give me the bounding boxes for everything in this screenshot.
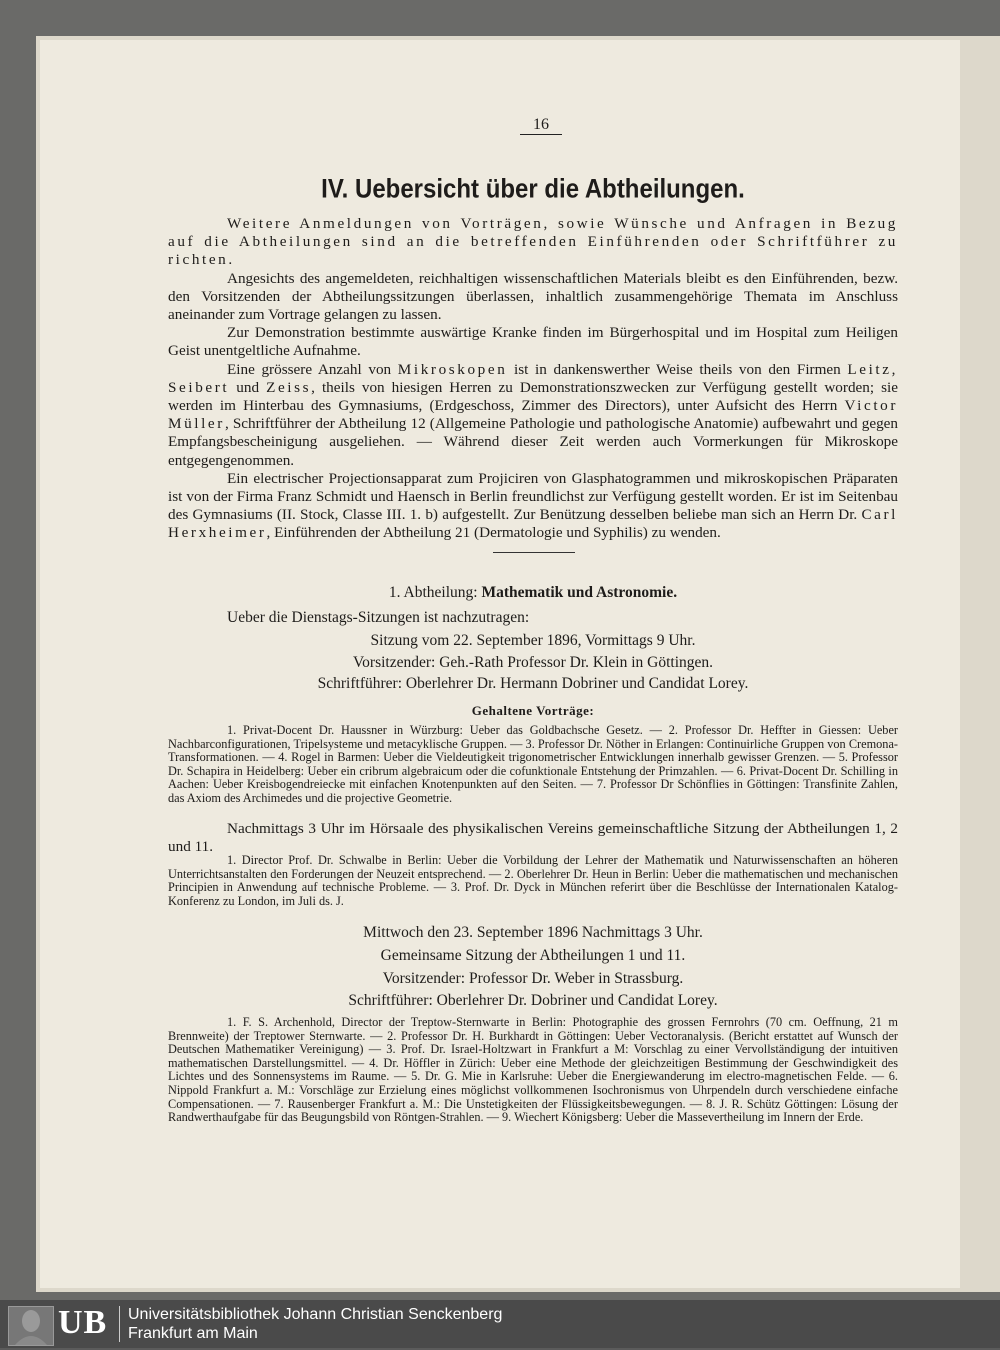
text-span: und xyxy=(229,378,267,396)
text-span: ist in dankenswerther Weise theils von den Firmen xyxy=(507,360,848,378)
spaced-name: Leitz, Seibert xyxy=(168,360,898,396)
intro-paragraph-4 xyxy=(168,361,898,470)
logo-divider xyxy=(119,1306,120,1342)
spaced-name: Mikroskopen xyxy=(397,360,508,378)
page-number: 16 xyxy=(520,116,562,135)
text-span: , theils von hiesigen Herren zu Demonstrationszwecken zur Verfügung gestellt worden; sie werden im Hinterbau des Gymnasiums, (Erdgeschoss, Zimmer des Directors), unter Aufsicht des Herrn xyxy=(168,378,898,415)
text-span: Eine grössere Anzahl von xyxy=(227,360,398,378)
talks-list-3: 1. F. S. Archenhold, Director der Treptow-Sternwarte in Berlin: Photographie des grossen Fernrohrs (70 cm. Oeffnung, 21 m Brennweite) der Treptower Sternwarte. — 2. Professor Dr. H. Burkhardt in Göttingen: Ueber Vectoranalysis. (Bericht erstattet auf Wunsch der Deutschen Mathematiker Vereinigung) — 3. Prof. Dr. Israel-Holtzwart in Frankfurt a M: Vorschlag zu einer Vervollständigung der intuitiven mathematischen Darstellungsmittel. — 4. Dr. Höffler in Zürich: Ueber eine Methode der gleichzeitigen Bestimmung der Geschwindigkeit des Lichtes und des Sonnensystems im Raume. — 5. Dr. G. Mie in Karlsruhe: Ueber die Energiewanderung im electro-magnetischen Felde. — 6. Nippold Frankfurt a. M.: Vorschläge zur Erzielung eines möglichst vollkommenen Isochronismus von Uhrpendeln durch verschiedene einfache Compensationen. — 7. Rausenberger Frankfurt a. M.: Die Unstetigkeiten der Flüssigkeitsbewegungen. — 8. J. R. Schütz Göttingen: Lösung der Randwerthaufgabe für das Beugungsbild von Röntgen-Strahlen. — 9. Wiechert Königsberg: Ueber die Massevertheilung im Innern der Erde. xyxy=(168,1015,898,1125)
intro-paragraph-2: Angesichts des angemeldeten, reichhaltigen wissenschaftlichen Materials bleibt es den Einführenden, bezw. den Vorsitzenden der Abtheilungssitzungen überlassen, inhaltlich zusammengehörige Themata im Anschluss aneinander zum Vortrage gelangen zu lassen. xyxy=(168,269,898,324)
session-line: Sitzung vom 22. September 1896, Vormittags 9 Uhr. xyxy=(370,632,696,649)
library-name xyxy=(128,1305,502,1343)
secretary-line: Schriftführer: Oberlehrer Dr. Hermann Dobriner und Candidat Lorey. xyxy=(317,675,749,692)
library-name-line-1: Universitätsbibliothek Johann Christian Senckenberg xyxy=(128,1306,503,1323)
library-name-line-2: Frankfurt am Main xyxy=(128,1325,258,1342)
section-title-bold: Mathematik und Astronomie. xyxy=(481,584,678,601)
afternoon-session: Nachmittags 3 Uhr im Hörsaale des physikalischen Vereins gemeinschaftliche Sitzung der Abtheilungen 1, 2 und 11. xyxy=(168,820,898,856)
session-line-2: Mittwoch den 23. September 1896 Nachmittags 3 Uhr. xyxy=(363,924,703,941)
talks-list-1: 1. Privat-Docent Dr. Haussner in Würzburg: Ueber das Goldbachsche Gesetz. — 2. Professor Dr. Heffter in Giessen: Ueber Nachbarconfigurationen, Tripelsysteme und metacyklische Gruppen. — 3. Professor Dr. Nöther in Erlangen: Continuirliche Gruppen von Cremona-Transformationen. — 4. Rogel in Barmen: Ueber die Vieldeutigkeit trigonometrischer Entwicklungen innerhalb gewisser Grenzen. — 5. Professor Dr. Schapira in Heidelberg: Ueber ein cribrum algebraicum oder die cofunktionale Entstehung der Primzahlen. — 6. Privat-Docent Dr. Schilling in Aachen: Ueber Kreisbogendreiecke mit einfachen Knotenpunkten auf den Seiten. — 7. Professor Dr Schönflies in Göttingen: Transfinite Zahlen, das Axiom des Archimedes und die projective Geometrie. xyxy=(168,723,898,805)
joint-session-line: Gemeinsame Sitzung der Abtheilungen 1 und 11. xyxy=(380,947,686,964)
intro-section xyxy=(168,215,898,543)
library-logo: UB xyxy=(58,1304,108,1341)
founder-portrait-icon xyxy=(8,1306,54,1346)
secretary-line-2: Schriftführer: Oberlehrer Dr. Dobriner und Candidat Lorey. xyxy=(348,992,718,1009)
spaced-name: Carl Herxheimer xyxy=(168,506,898,542)
page-title: IV. Uebersicht über die Abtheilungen. xyxy=(321,174,745,205)
spaced-name: Victor Müller xyxy=(168,397,898,433)
text-span: , Schriftführer der Abtheilung 12 (Allgemeine Pathologie und pathologische Anatomie) aufbewahrt und gegen Empfangsbescheinigung ausgeliehen. — Während dieser Zeit werden auch Vormerkungen für Mikroskope entgegengenommen. xyxy=(168,415,898,469)
intro-paragraph-5 xyxy=(168,470,898,543)
separator-rule xyxy=(493,552,575,553)
intro-paragraph-1: Weitere Anmeldungen von Vorträgen, sowie Wünsche und Anfragen in Bezug auf die Abtheilungen sind an die betreffenden Einführenden oder Schriftführer zu richten. xyxy=(168,215,898,269)
document-page xyxy=(40,40,960,1288)
intro-paragraph-3: Zur Demonstration bestimmte auswärtige Kranke finden im Bürgerhospital und im Hospital zum Heiligen Geist unentgeltliche Aufnahme. xyxy=(168,324,898,360)
chair-line: Vorsitzender: Geh.-Rath Professor Dr. Klein in Göttingen. xyxy=(352,654,714,671)
talks-heading: Gehaltene Vorträge: xyxy=(471,703,595,718)
text-span: Ein electrischer Projectionsapparat zum Projiciren von Glasphatogrammen und mikroskopischen Präparaten ist von der Firma Franz Schmidt und Haensch in Berlin freundlichst zur Verfügung gestellt worden. Er ist im Seitenbau des Gymnasiums (II. Stock, Classe III. 1. b) aufgestellt. Zur Benützung desselben beliebe man sich an Herrn Dr. xyxy=(168,469,898,524)
spaced-name: Zeiss xyxy=(266,378,312,396)
section-note: Ueber die Dienstags-Sitzungen ist nachzutragen: xyxy=(227,609,530,626)
library-footer xyxy=(0,1300,1000,1348)
talks-list-2: 1. Director Prof. Dr. Schwalbe in Berlin: Ueber die Vorbildung der Lehrer der Mathematik und Naturwissenschaften an höheren Unterrichtsanstalten den Forderungen der Neuzeit entsprechend. — 2. Oberlehrer Dr. Heun in Berlin: Ueber die mathematischen und mechanischen Principien in Anwendung auf technische Probleme. — 3. Prof. Dr. Dyck in München referirt über die Beschlüsse der Internationalen Katalog-Konferenz zu London, im Juli ds. J. xyxy=(168,853,898,908)
section-title-prefix: 1. Abtheilung: xyxy=(388,584,482,601)
text-span: , Einführenden der Abtheilung 21 (Dermatologie und Syphilis) zu wenden. xyxy=(266,524,721,542)
section-title xyxy=(168,583,898,602)
chair-line-2: Vorsitzender: Professor Dr. Weber in Strassburg. xyxy=(382,970,684,987)
